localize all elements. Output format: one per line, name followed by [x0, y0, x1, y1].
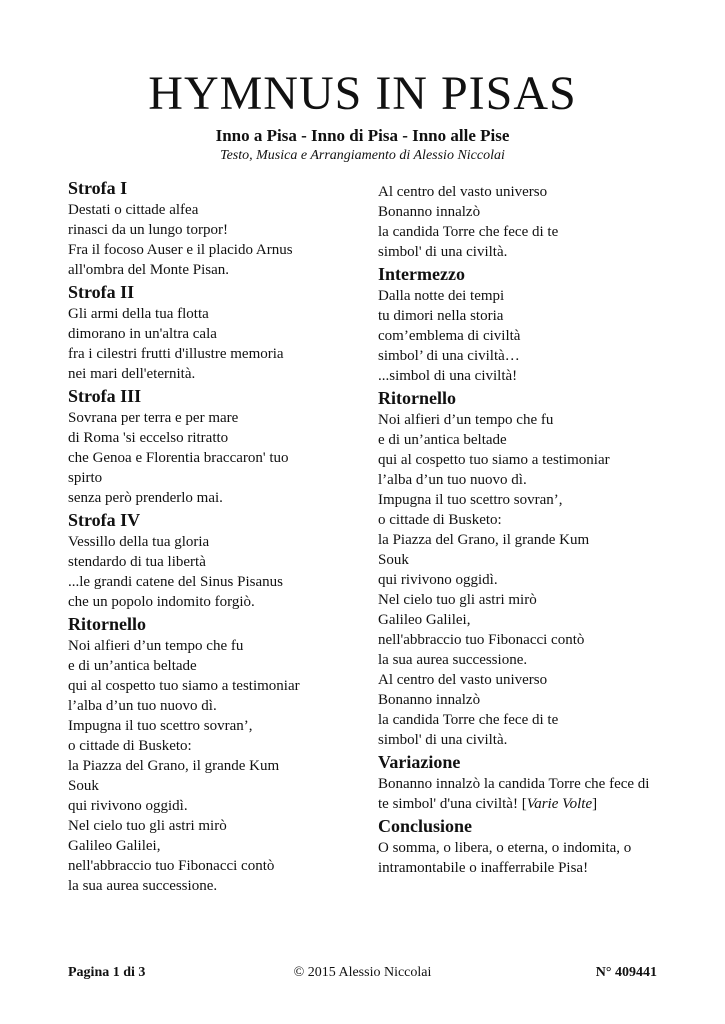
verse-line: Gli armi della tua flotta — [68, 306, 209, 322]
verse-line: qui al cospetto tuo siamo a testimoniar — [68, 678, 300, 694]
verse-line: Dalla notte dei tempi — [378, 288, 505, 304]
stanza-strofa-4 — [68, 508, 353, 612]
verse-line: simbol’ di una civiltà… — [378, 348, 520, 364]
stanza-variazione — [378, 750, 653, 814]
verse-line: Galileo Galilei, — [378, 612, 471, 628]
verse-line: dimorano in un'altra cala — [68, 326, 217, 342]
section-heading: Conclusione — [378, 816, 473, 836]
section-heading: Strofa II — [68, 282, 135, 302]
stanza-strofa-2 — [68, 280, 353, 384]
right-column — [378, 182, 653, 878]
verse-line: di Roma 'si eccelso ritratto — [68, 430, 229, 446]
copyright-notice: © 2015 Alessio Niccolai — [293, 965, 432, 980]
verse-line: la Piazza del Grano, il grande Kum — [378, 532, 590, 548]
verse-line: Nel cielo tuo gli astri mirò — [68, 818, 227, 834]
document-title: HYMNUS IN PISAS — [148, 67, 577, 120]
verse-line: nei mari dell'eternità. — [68, 366, 196, 382]
verse-line: com’emblema di civiltà — [378, 328, 521, 344]
document-credits: Testo, Musica e Arrangiamento di Alessio Niccolai — [220, 148, 505, 163]
verse-paragraph — [378, 774, 653, 814]
verse-line: spirto — [68, 470, 103, 486]
ritornello-continuation — [378, 182, 653, 262]
verse-line: qui al cospetto tuo siamo a testimoniar — [378, 452, 610, 468]
verse-line: la candida Torre che fece di te — [378, 224, 559, 240]
verse-line: Galileo Galilei, — [68, 838, 161, 854]
section-heading: Variazione — [378, 752, 461, 772]
page-number: Pagina 1 di 3 — [68, 965, 146, 980]
verse-line: Sovrana per terra e per mare — [68, 410, 239, 426]
section-heading: Ritornello — [68, 614, 146, 634]
verse-line: ...simbol di una civiltà! — [378, 368, 518, 384]
verse-line: l’alba d’un tuo nuovo dì. — [378, 472, 527, 488]
section-heading: Strofa IV — [68, 510, 141, 530]
verse-line: qui rivivono oggidì. — [68, 798, 188, 814]
verse-line: la sua aurea successione. — [378, 652, 528, 668]
left-column — [68, 176, 353, 896]
stanza-intermezzo — [378, 262, 653, 386]
page-footer — [68, 965, 657, 985]
verse-paragraph: O somma, o libera, o eterna, o indomita, o intramontabile o inafferrabile Pisa! — [378, 840, 632, 876]
verse-line: qui rivivono oggidì. — [378, 572, 498, 588]
verse-line: la candida Torre che fece di te — [378, 712, 559, 728]
verse-line: l’alba d’un tuo nuovo dì. — [68, 698, 217, 714]
stanza-strofa-3 — [68, 384, 353, 508]
verse-line: senza però prenderlo mai. — [68, 490, 223, 506]
verse-line: ...le grandi catene del Sinus Pisanus — [68, 574, 283, 590]
verse-line: o cittade di Busketo: — [68, 738, 192, 754]
stanza-ritornello — [68, 612, 353, 896]
verse-line: rinasci da un lungo torpor! — [68, 222, 228, 238]
document-subtitle: Inno a Pisa - Inno di Pisa - Inno alle Pise — [215, 126, 510, 145]
section-heading: Strofa III — [68, 386, 142, 406]
verse-line: e di un’antica beltade — [378, 432, 507, 448]
verse-line: Vessillo della tua gloria — [68, 534, 210, 550]
document-number: N° 409441 — [595, 965, 657, 980]
verse-line: Al centro del vasto universo — [378, 672, 548, 688]
verse-line: la Piazza del Grano, il grande Kum — [68, 758, 280, 774]
verse-line: simbol' di una civiltà. — [378, 244, 508, 260]
verse-line: Souk — [378, 552, 409, 568]
verse-line: nell'abbraccio tuo Fibonacci contò — [378, 632, 585, 648]
verse-line: e di un’antica beltade — [68, 658, 197, 674]
verse-line: Nel cielo tuo gli astri mirò — [378, 592, 537, 608]
verse-line: all'ombra del Monte Pisan. — [68, 262, 230, 278]
verse-line: simbol' di una civiltà. — [378, 732, 508, 748]
section-heading: Intermezzo — [378, 264, 465, 284]
bracket-close: ] — [592, 796, 598, 812]
section-heading: Strofa I — [68, 178, 128, 198]
verse-line: Bonanno innalzò — [378, 692, 481, 708]
verse-line: stendardo di tua libertà — [68, 554, 206, 570]
verse-line: Impugna il tuo scettro sovran’, — [68, 718, 253, 734]
verse-line: Noi alfieri d’un tempo che fu — [68, 638, 244, 654]
verse-line: tu dimori nella storia — [378, 308, 504, 324]
performance-note: Varie Volte — [526, 796, 593, 812]
verse-line: o cittade di Busketo: — [378, 512, 502, 528]
verse-line: Destati o cittade alfea — [68, 202, 199, 218]
verse-line: Impugna il tuo scettro sovran’, — [378, 492, 563, 508]
verse-line: Fra il focoso Auser e il placido Arnus — [68, 242, 293, 258]
verse-line: che un popolo indomito forgiò. — [68, 594, 255, 610]
verse-line: Al centro del vasto universo — [378, 184, 548, 200]
verse-line: Souk — [68, 778, 99, 794]
verse-line: la sua aurea successione. — [68, 878, 218, 894]
stanza-ritornello-2 — [378, 386, 653, 750]
verse-line: che Genoa e Florentia braccaron' tuo — [68, 450, 289, 466]
verse-line: nell'abbraccio tuo Fibonacci contò — [68, 858, 275, 874]
section-heading: Ritornello — [378, 388, 456, 408]
verse-line: fra i cilestri frutti d'illustre memoria — [68, 346, 284, 362]
verse-line: Bonanno innalzò — [378, 204, 481, 220]
stanza-strofa-1 — [68, 176, 353, 280]
verse-line: Noi alfieri d’un tempo che fu — [378, 412, 554, 428]
verse-text: Bonanno innalzò la candida Torre che fece di te simbol' d'una civiltà! [ — [378, 776, 650, 812]
stanza-conclusione — [378, 814, 653, 878]
